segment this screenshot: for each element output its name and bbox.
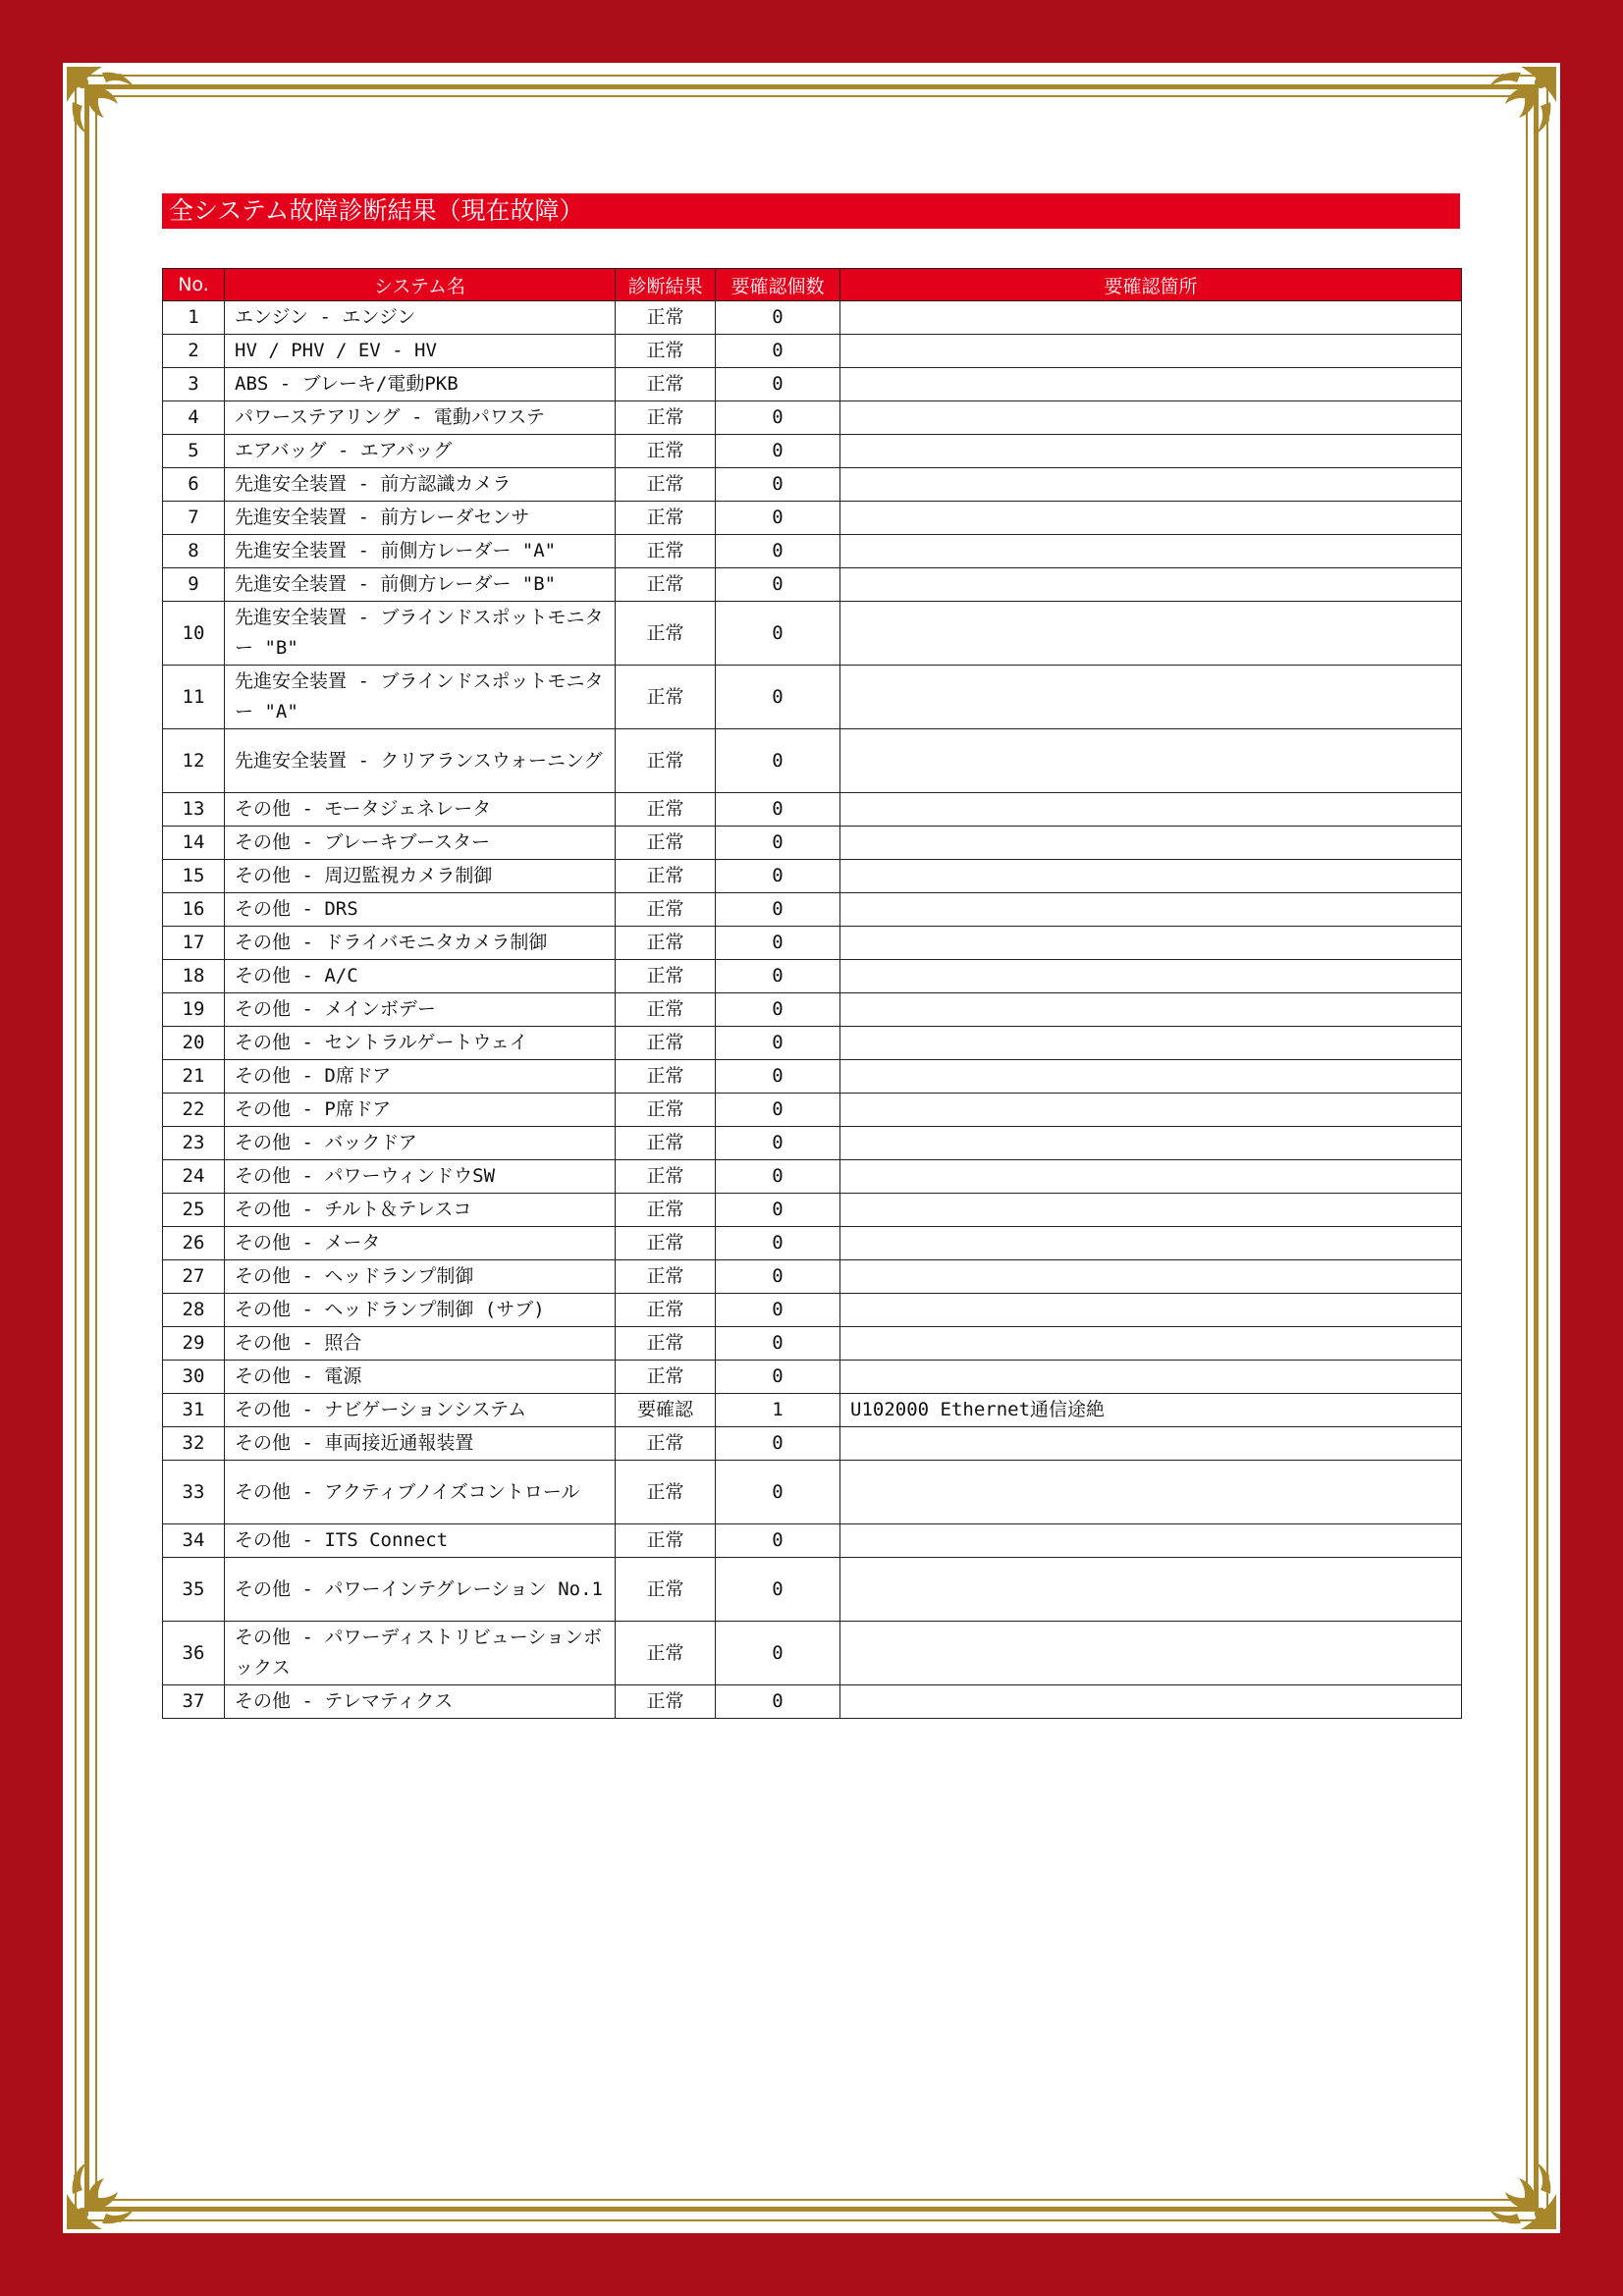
row-system: エンジン - エンジン xyxy=(225,301,616,335)
table-row xyxy=(163,993,1462,1027)
row-system: その他 - パワーインテグレーション No.1 xyxy=(225,1558,616,1622)
row-location xyxy=(840,1427,1462,1461)
row-system: その他 - ITS Connect xyxy=(225,1524,616,1558)
row-location xyxy=(840,1127,1462,1160)
row-result: 正常 xyxy=(616,502,716,535)
table-row xyxy=(163,602,1462,666)
row-result: 正常 xyxy=(616,368,716,401)
row-result: 正常 xyxy=(616,793,716,827)
column-header-count: 要確認個数 xyxy=(716,269,840,301)
row-no: 14 xyxy=(163,827,225,860)
row-count: 0 xyxy=(716,993,840,1027)
row-result: 正常 xyxy=(616,1622,716,1685)
row-no: 16 xyxy=(163,893,225,927)
row-no: 27 xyxy=(163,1260,225,1294)
row-system: 先進安全装置 - 前側方レーダー "B" xyxy=(225,568,616,602)
corner-ornament-icon xyxy=(63,63,161,161)
row-location xyxy=(840,827,1462,860)
row-location xyxy=(840,960,1462,993)
row-result: 正常 xyxy=(616,335,716,368)
row-system: その他 - DRS xyxy=(225,893,616,927)
table-row xyxy=(163,1294,1462,1327)
table-header-row xyxy=(163,269,1462,301)
row-count: 0 xyxy=(716,1160,840,1194)
row-result: 正常 xyxy=(616,1294,716,1327)
row-count: 0 xyxy=(716,1361,840,1394)
table-row xyxy=(163,535,1462,568)
row-result: 正常 xyxy=(616,827,716,860)
row-count: 0 xyxy=(716,793,840,827)
table-row xyxy=(163,368,1462,401)
row-result: 正常 xyxy=(616,1685,716,1719)
row-location xyxy=(840,1260,1462,1294)
row-location xyxy=(840,860,1462,893)
row-location xyxy=(840,1524,1462,1558)
row-system: その他 - セントラルゲートウェイ xyxy=(225,1027,616,1060)
row-result: 正常 xyxy=(616,1524,716,1558)
row-no: 33 xyxy=(163,1461,225,1524)
row-count: 0 xyxy=(716,1294,840,1327)
table-row xyxy=(163,435,1462,468)
row-count: 0 xyxy=(716,729,840,793)
row-location xyxy=(840,1027,1462,1060)
row-location xyxy=(840,1160,1462,1194)
row-result: 正常 xyxy=(616,1260,716,1294)
row-result: 正常 xyxy=(616,568,716,602)
row-location xyxy=(840,793,1462,827)
row-system: その他 - P席ドア xyxy=(225,1094,616,1127)
row-location xyxy=(840,468,1462,502)
row-result: 正常 xyxy=(616,1327,716,1361)
row-no: 10 xyxy=(163,602,225,666)
row-system: ABS - ブレーキ/電動PKB xyxy=(225,368,616,401)
column-header-result: 診断結果 xyxy=(616,269,716,301)
row-location xyxy=(840,1558,1462,1622)
row-location xyxy=(840,1361,1462,1394)
row-no: 11 xyxy=(163,666,225,729)
table-row xyxy=(163,1558,1462,1622)
row-location xyxy=(840,602,1462,666)
row-no: 28 xyxy=(163,1294,225,1327)
row-no: 6 xyxy=(163,468,225,502)
column-header-system: システム名 xyxy=(225,269,616,301)
table-row xyxy=(163,335,1462,368)
table-row xyxy=(163,860,1462,893)
row-system: その他 - ブレーキブースター xyxy=(225,827,616,860)
table-row xyxy=(163,1361,1462,1394)
corner-ornament-icon xyxy=(1462,63,1560,161)
row-no: 37 xyxy=(163,1685,225,1719)
table-row xyxy=(163,1160,1462,1194)
row-count: 0 xyxy=(716,1427,840,1461)
row-location xyxy=(840,502,1462,535)
row-no: 4 xyxy=(163,401,225,435)
row-system: 先進安全装置 - ブラインドスポットモニター "B" xyxy=(225,602,616,666)
table-row xyxy=(163,893,1462,927)
column-header-no: No. xyxy=(163,269,225,301)
row-system: その他 - 電源 xyxy=(225,1361,616,1394)
row-location xyxy=(840,893,1462,927)
row-count: 0 xyxy=(716,1194,840,1227)
row-location xyxy=(840,729,1462,793)
row-count: 0 xyxy=(716,860,840,893)
row-result: 正常 xyxy=(616,1027,716,1060)
corner-ornament-icon xyxy=(63,2135,161,2233)
row-result: 正常 xyxy=(616,893,716,927)
row-no: 24 xyxy=(163,1160,225,1194)
row-count: 0 xyxy=(716,435,840,468)
row-count: 0 xyxy=(716,568,840,602)
row-count: 0 xyxy=(716,666,840,729)
row-location xyxy=(840,535,1462,568)
row-no: 34 xyxy=(163,1524,225,1558)
row-no: 31 xyxy=(163,1394,225,1427)
row-result: 正常 xyxy=(616,960,716,993)
row-no: 21 xyxy=(163,1060,225,1094)
row-result: 正常 xyxy=(616,860,716,893)
row-result: 正常 xyxy=(616,729,716,793)
row-count: 0 xyxy=(716,1060,840,1094)
row-system: その他 - ナビゲーションシステム xyxy=(225,1394,616,1427)
row-system: その他 - パワーディストリビューションボックス xyxy=(225,1622,616,1685)
row-location: U102000 Ethernet通信途絶 xyxy=(840,1394,1462,1427)
row-no: 35 xyxy=(163,1558,225,1622)
table-row xyxy=(163,1427,1462,1461)
table-row xyxy=(163,1127,1462,1160)
row-system: その他 - アクティブノイズコントロール xyxy=(225,1461,616,1524)
row-count: 0 xyxy=(716,368,840,401)
row-no: 7 xyxy=(163,502,225,535)
row-no: 2 xyxy=(163,335,225,368)
row-location xyxy=(840,993,1462,1027)
row-system: その他 - A/C xyxy=(225,960,616,993)
row-system: その他 - 車両接近通報装置 xyxy=(225,1427,616,1461)
row-location xyxy=(840,1327,1462,1361)
row-result: 正常 xyxy=(616,1427,716,1461)
row-result: 正常 xyxy=(616,993,716,1027)
table-row xyxy=(163,1461,1462,1524)
row-result: 正常 xyxy=(616,435,716,468)
row-no: 3 xyxy=(163,368,225,401)
row-no: 23 xyxy=(163,1127,225,1160)
table-row xyxy=(163,502,1462,535)
row-count: 0 xyxy=(716,1127,840,1160)
row-count: 0 xyxy=(716,893,840,927)
row-result: 正常 xyxy=(616,602,716,666)
row-system: その他 - メータ xyxy=(225,1227,616,1260)
row-count: 0 xyxy=(716,927,840,960)
table-row xyxy=(163,1194,1462,1227)
row-system: その他 - テレマティクス xyxy=(225,1685,616,1719)
row-count: 0 xyxy=(716,1327,840,1361)
row-no: 36 xyxy=(163,1622,225,1685)
row-result: 正常 xyxy=(616,1227,716,1260)
table-row xyxy=(163,1394,1462,1427)
row-system: パワーステアリング - 電動パワステ xyxy=(225,401,616,435)
row-location xyxy=(840,1622,1462,1685)
row-system: その他 - ドライバモニタカメラ制御 xyxy=(225,927,616,960)
row-location xyxy=(840,1094,1462,1127)
row-result: 正常 xyxy=(616,1094,716,1127)
row-count: 0 xyxy=(716,1260,840,1294)
row-no: 29 xyxy=(163,1327,225,1361)
row-result: 正常 xyxy=(616,301,716,335)
row-system: エアバッグ - エアバッグ xyxy=(225,435,616,468)
row-count: 0 xyxy=(716,1622,840,1685)
row-location xyxy=(840,1194,1462,1227)
row-count: 0 xyxy=(716,602,840,666)
row-system: HV / PHV / EV - HV xyxy=(225,335,616,368)
row-location xyxy=(840,1685,1462,1719)
row-count: 0 xyxy=(716,335,840,368)
table-row xyxy=(163,1622,1462,1685)
table-row xyxy=(163,793,1462,827)
row-result: 正常 xyxy=(616,1194,716,1227)
table-row xyxy=(163,1685,1462,1719)
row-no: 18 xyxy=(163,960,225,993)
row-result: 要確認 xyxy=(616,1394,716,1427)
row-result: 正常 xyxy=(616,1558,716,1622)
row-system: その他 - メインボデー xyxy=(225,993,616,1027)
table-row xyxy=(163,1094,1462,1127)
table-row xyxy=(163,401,1462,435)
table-row xyxy=(163,468,1462,502)
table-row xyxy=(163,729,1462,793)
row-count: 0 xyxy=(716,535,840,568)
row-system: その他 - バックドア xyxy=(225,1127,616,1160)
row-no: 25 xyxy=(163,1194,225,1227)
row-no: 8 xyxy=(163,535,225,568)
row-location xyxy=(840,1227,1462,1260)
table-row xyxy=(163,666,1462,729)
row-location xyxy=(840,1461,1462,1524)
row-location xyxy=(840,301,1462,335)
row-location xyxy=(840,666,1462,729)
row-location xyxy=(840,568,1462,602)
diagnosis-table xyxy=(162,268,1462,1719)
corner-ornament-icon xyxy=(1462,2135,1560,2233)
row-result: 正常 xyxy=(616,401,716,435)
row-result: 正常 xyxy=(616,1060,716,1094)
row-result: 正常 xyxy=(616,927,716,960)
row-count: 0 xyxy=(716,1094,840,1127)
row-system: 先進安全装置 - クリアランスウォーニング xyxy=(225,729,616,793)
table-row xyxy=(163,1327,1462,1361)
row-system: 先進安全装置 - 前方認識カメラ xyxy=(225,468,616,502)
table-row xyxy=(163,1060,1462,1094)
row-location xyxy=(840,335,1462,368)
page-title: 全システム故障診断結果（現在故障） xyxy=(162,193,1460,229)
row-no: 5 xyxy=(163,435,225,468)
row-result: 正常 xyxy=(616,1461,716,1524)
row-no: 19 xyxy=(163,993,225,1027)
row-count: 0 xyxy=(716,468,840,502)
row-system: その他 - D席ドア xyxy=(225,1060,616,1094)
row-system: その他 - 周辺監視カメラ制御 xyxy=(225,860,616,893)
row-system: その他 - パワーウィンドウSW xyxy=(225,1160,616,1194)
row-no: 32 xyxy=(163,1427,225,1461)
row-location xyxy=(840,927,1462,960)
row-count: 0 xyxy=(716,1227,840,1260)
row-no: 1 xyxy=(163,301,225,335)
row-count: 0 xyxy=(716,301,840,335)
row-count: 0 xyxy=(716,1558,840,1622)
row-result: 正常 xyxy=(616,1361,716,1394)
row-system: その他 - 照合 xyxy=(225,1327,616,1361)
row-count: 0 xyxy=(716,1027,840,1060)
row-count: 0 xyxy=(716,1524,840,1558)
row-no: 20 xyxy=(163,1027,225,1060)
row-no: 9 xyxy=(163,568,225,602)
row-count: 0 xyxy=(716,827,840,860)
row-system: その他 - モータジェネレータ xyxy=(225,793,616,827)
row-no: 13 xyxy=(163,793,225,827)
row-no: 15 xyxy=(163,860,225,893)
table-row xyxy=(163,960,1462,993)
row-count: 1 xyxy=(716,1394,840,1427)
row-no: 26 xyxy=(163,1227,225,1260)
row-no: 30 xyxy=(163,1361,225,1394)
row-no: 17 xyxy=(163,927,225,960)
column-header-location: 要確認箇所 xyxy=(840,269,1462,301)
row-location xyxy=(840,368,1462,401)
row-no: 12 xyxy=(163,729,225,793)
row-result: 正常 xyxy=(616,1160,716,1194)
row-count: 0 xyxy=(716,960,840,993)
row-system: その他 - ヘッドランプ制御 xyxy=(225,1260,616,1294)
table-row xyxy=(163,827,1462,860)
row-result: 正常 xyxy=(616,535,716,568)
table-row xyxy=(163,927,1462,960)
row-result: 正常 xyxy=(616,1127,716,1160)
row-location xyxy=(840,1294,1462,1327)
row-system: 先進安全装置 - 前側方レーダー "A" xyxy=(225,535,616,568)
row-location xyxy=(840,1060,1462,1094)
row-location xyxy=(840,401,1462,435)
table-row xyxy=(163,1227,1462,1260)
row-system: 先進安全装置 - 前方レーダセンサ xyxy=(225,502,616,535)
row-system: 先進安全装置 - ブラインドスポットモニター "A" xyxy=(225,666,616,729)
row-no: 22 xyxy=(163,1094,225,1127)
report-page xyxy=(63,63,1560,2233)
row-system: その他 - チルト＆テレスコ xyxy=(225,1194,616,1227)
table-row xyxy=(163,1524,1462,1558)
table-row xyxy=(163,568,1462,602)
row-count: 0 xyxy=(716,401,840,435)
row-location xyxy=(840,435,1462,468)
row-result: 正常 xyxy=(616,666,716,729)
row-result: 正常 xyxy=(616,468,716,502)
table-row xyxy=(163,301,1462,335)
row-count: 0 xyxy=(716,1685,840,1719)
row-count: 0 xyxy=(716,1461,840,1524)
table-row xyxy=(163,1027,1462,1060)
table-row xyxy=(163,1260,1462,1294)
row-count: 0 xyxy=(716,502,840,535)
row-system: その他 - ヘッドランプ制御 (サブ) xyxy=(225,1294,616,1327)
